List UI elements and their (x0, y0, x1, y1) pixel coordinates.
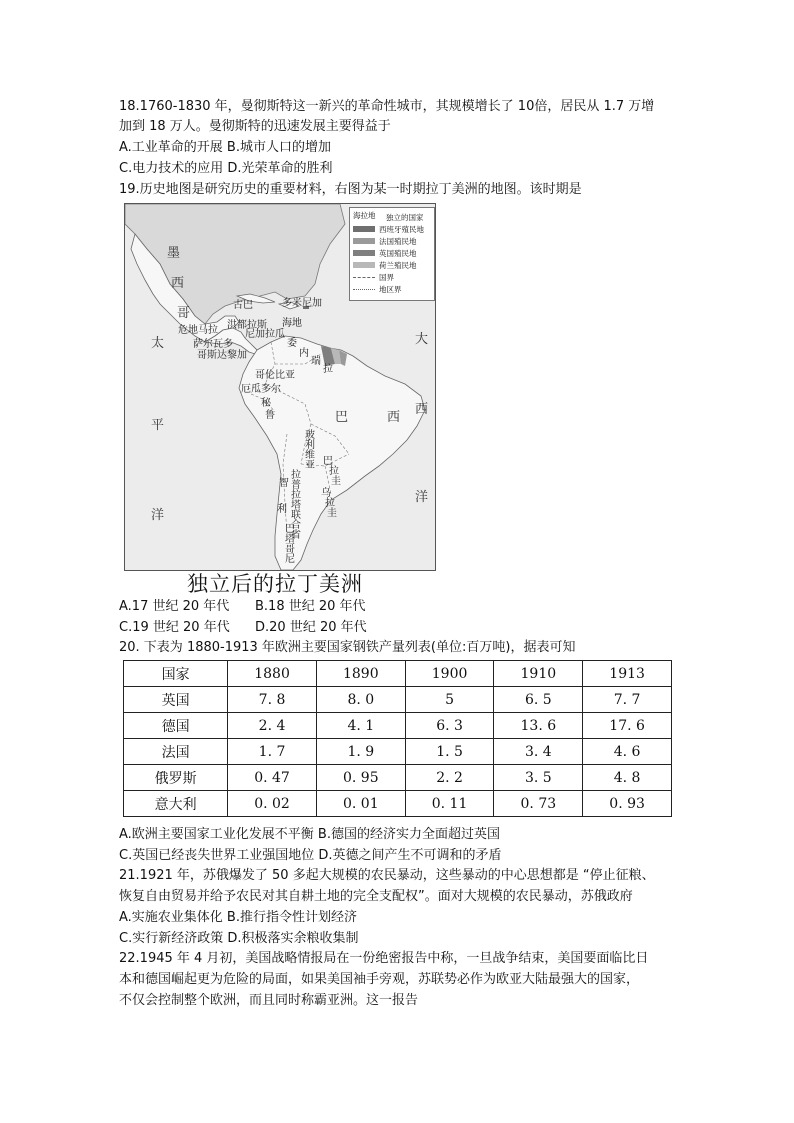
q18-options-ab: A.工业革命的开展 B.城市人口的增加 (119, 140, 331, 155)
table-cell: 俄罗斯 (124, 765, 228, 791)
map-label-chile: 智 (279, 478, 289, 489)
map-label-nicaragua: 尼加拉瓜 (245, 329, 285, 340)
map-label-argentina: 合 (291, 520, 301, 531)
map-label-argentina: 塔 (291, 500, 301, 511)
legend-item-region-border (353, 284, 402, 294)
legend-item-dutch (353, 260, 417, 270)
table-row (124, 791, 672, 817)
map-label-atlantic: 大 (415, 332, 429, 347)
table-cell: 4. 1 (316, 713, 405, 739)
map-label-mexico: 西 (171, 276, 185, 291)
table-row (124, 713, 672, 739)
map-label-guatemala: 危地马拉 (178, 325, 218, 336)
table-header: 国家 (124, 661, 228, 687)
map-label-bolivia: 玻 (305, 430, 315, 441)
table-cell: 3. 4 (494, 739, 583, 765)
legend-label: 荷兰殖民地 (379, 260, 417, 270)
table-cell: 意大利 (124, 791, 228, 817)
table-row (124, 765, 672, 791)
map-label-argentina: 拉 (291, 490, 301, 501)
legend-item-spanish (353, 224, 424, 234)
q18-options-cd: C.电力技术的应用 D.光荣革命的胜利 (119, 161, 333, 176)
q22-stem-line1: 22.1945 年 4 月初，美国战略情报局在一份绝密报告中称，一旦战争结束，美国要面临比日 (119, 951, 649, 966)
map-label-dominican: 多米尼加 (282, 298, 322, 309)
map-label-costarica: 哥斯达黎加 (197, 350, 247, 361)
table-cell: 0. 47 (228, 765, 317, 791)
map-label-cuba: 古巴 (233, 300, 253, 311)
table-cell: 2. 4 (228, 713, 317, 739)
legend-title: 海拉地 (353, 211, 376, 220)
q21-stem-line1: 21.1921 年，苏俄爆发了 50 多起大规模的农民暴动，这些暴动的中心思想都是 “停止征粮、 (119, 868, 655, 883)
q20-stem: 20. 下表为 1880-1913 年欧洲主要国家钢铁产量列表(单位:百万吨)，据表可知 (119, 640, 576, 655)
map-label-bolivia: 亚 (305, 460, 315, 471)
map-label-bolivia: 利 (305, 440, 315, 451)
map-label-paraguay: 拉 (329, 466, 339, 477)
table-cell: 0. 01 (316, 791, 405, 817)
table-header: 1900 (405, 661, 494, 687)
map-label-pacific: 平 (151, 418, 165, 433)
table-cell: 0. 95 (316, 765, 405, 791)
map-label-uruguay: 圭 (327, 508, 337, 519)
table-cell: 0. 73 (494, 791, 583, 817)
table-cell: 英国 (124, 687, 228, 713)
map-label-argentina: 拉 (291, 470, 301, 481)
table-header: 1913 (583, 661, 672, 687)
table-cell: 0. 02 (228, 791, 317, 817)
q21-options-ab: A.实施农业集体化 B.推行指令性计划经济 (119, 910, 357, 925)
q22-stem-line2: 本和德国崛起更为危险的局面，如果美国袖手旁观，苏联势必作为欧亚大陆最强大的国家， (119, 972, 640, 987)
map-label-atlantic: 西 (415, 402, 429, 417)
legend-item-british (353, 248, 417, 258)
map-label-venezuela: 委 (287, 338, 297, 349)
q19-option-c: C.19 世纪 20 年代 (119, 620, 230, 635)
map-label-patagonia: 哥 (285, 544, 295, 555)
table-cell: 5 (405, 687, 494, 713)
legend-item-french (353, 236, 417, 246)
q20-options-ab: A.欧洲主要国家工业化发展不平衡 B.德国的经济实力全面超过英国 (119, 827, 500, 842)
legend-label: 国界 (379, 272, 394, 282)
q21-stem-line2: 恢复自由贸易并给予农民对其自耕土地的完全支配权”。面对大规模的农民暴动，苏俄政府 (119, 889, 633, 904)
table-cell: 0. 11 (405, 791, 494, 817)
table-cell: 7. 8 (228, 687, 317, 713)
map-legend (349, 207, 435, 301)
table-cell: 1. 5 (405, 739, 494, 765)
map-label-atlantic: 洋 (415, 490, 429, 505)
map-label-pacific: 太 (151, 336, 165, 351)
map-label-patagonia: 巴 (285, 524, 295, 535)
table-cell: 3. 5 (494, 765, 583, 791)
table-header: 1880 (228, 661, 317, 687)
table-cell: 德国 (124, 713, 228, 739)
table-cell: 4. 8 (583, 765, 672, 791)
q18-stem-line2: 加到 18 万人。曼彻斯特的迅速发展主要得益于 (119, 119, 391, 134)
table-cell: 17. 6 (583, 713, 672, 739)
map-label-pacific: 洋 (151, 508, 165, 523)
table-cell: 4. 6 (583, 739, 672, 765)
table-cell: 1. 7 (228, 739, 317, 765)
q19-option-a: A.17 世纪 20 年代 (119, 599, 230, 614)
map-label-ecuador: 厄瓜多尔 (241, 384, 281, 395)
map-label-patagonia: 塔 (285, 534, 295, 545)
legend-swatch (353, 226, 375, 232)
table-header: 1890 (316, 661, 405, 687)
table-cell: 0. 93 (583, 791, 672, 817)
legend-label: 地区界 (379, 284, 402, 294)
table-cell: 法国 (124, 739, 228, 765)
map-label-paraguay: 圭 (331, 476, 341, 487)
map-label-brazil: 巴 (335, 410, 349, 425)
table-cell: 6. 5 (494, 687, 583, 713)
table-cell: 13. 6 (494, 713, 583, 739)
legend-label: 独立的国家 (386, 212, 424, 222)
table-cell: 8. 0 (316, 687, 405, 713)
table-cell: 2. 2 (405, 765, 494, 791)
map-caption: 独立后的拉丁美洲 (187, 572, 363, 596)
map-label-argentina: 联 (291, 510, 301, 521)
legend-line-swatch (353, 277, 375, 278)
table-cell: 1. 9 (316, 739, 405, 765)
legend-label: 英国殖民地 (379, 248, 417, 258)
q18-stem-line1: 18.1760-1830 年，曼彻斯特这一新兴的革命性城市，其规模增长了 10倍，居民从 1.7 万增 (119, 99, 655, 114)
map-label-elsalvador: 萨尔瓦多 (193, 339, 233, 350)
q19-option-b: B.18 世纪 20 年代 (255, 599, 366, 614)
map-label-colombia: 哥伦比亚 (255, 370, 295, 381)
map-label-argentina: 普 (291, 480, 301, 491)
map-label-venezuela: 内 (299, 348, 309, 359)
legend-swatch (353, 250, 375, 256)
map-label-honduras: 洪都拉斯 (227, 320, 267, 331)
legend-item-border (353, 272, 394, 282)
map-label-argentina: 省 (291, 530, 301, 541)
q19-stem: 19.历史地图是研究历史的重要材料，右图为某一时期拉丁美洲的地图。该时期是 (119, 182, 582, 197)
map-label-mexico: 哥 (177, 306, 191, 321)
map-label-brazil: 西 (387, 410, 401, 425)
map-label-uruguay: 乌 (321, 488, 331, 499)
table-cell: 6. 3 (405, 713, 494, 739)
map-label-peru: 鲁 (265, 410, 275, 421)
steel-output-table (123, 660, 672, 817)
map-label-uruguay: 拉 (325, 498, 335, 509)
map-label-peru: 秘 (261, 398, 271, 409)
q22-stem-line3: 不仅会控制整个欧洲，而且同时称霸亚洲。这一报告 (119, 993, 419, 1008)
table-row (124, 687, 672, 713)
map-label-bolivia: 维 (305, 450, 315, 461)
table-header-row (124, 661, 672, 687)
map-label-paraguay: 巴 (323, 456, 333, 467)
legend-label: 西班牙殖民地 (379, 224, 424, 234)
map-label-mexico: 墨 (167, 246, 181, 261)
map-label-venezuela: 拉 (323, 364, 333, 375)
q19-option-d: D.20 世纪 20 年代 (255, 620, 367, 635)
map-label-patagonia: 尼 (285, 554, 295, 565)
map-label-venezuela: 瑞 (311, 356, 321, 367)
map-label-haiti: 海地 (282, 318, 302, 329)
q20-options-cd: C.英国已经丧失世界工业强国地位 D.英德之间产生不可调和的矛盾 (119, 848, 502, 863)
table-row (124, 739, 672, 765)
legend-label: 法国殖民地 (379, 236, 417, 246)
legend-line-swatch (353, 289, 375, 290)
legend-swatch (353, 262, 375, 268)
legend-item-independent (386, 212, 424, 222)
table-header: 1910 (494, 661, 583, 687)
map-label-chile: 利 (277, 504, 287, 515)
latin-america-map (124, 203, 436, 571)
table-cell: 7. 7 (583, 687, 672, 713)
q21-options-cd: C.实行新经济政策 D.积极落实余粮收集制 (119, 931, 359, 946)
legend-swatch (353, 238, 375, 244)
